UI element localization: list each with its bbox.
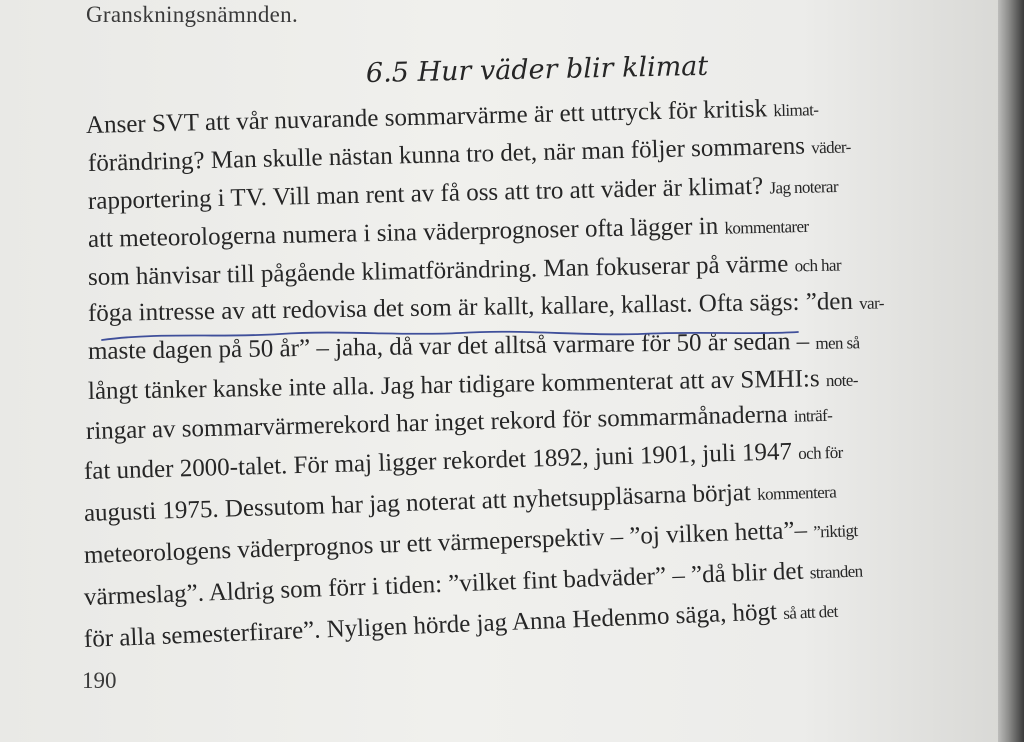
- text-line-tail: inträf-: [793, 405, 833, 426]
- text-line-tail: kommentera: [756, 482, 837, 504]
- text-line-10: [84, 437, 843, 486]
- text-line-tail: var-: [859, 293, 884, 313]
- text-line-tail: kommentarer: [724, 216, 809, 238]
- text-line-main: Anser SVT att vår nuvarande sommarvärme är ett uttryck för kritisk: [85, 95, 768, 139]
- text-line-9: [86, 400, 833, 446]
- text-line-tail: men så: [815, 333, 860, 353]
- text-line-main: augusti 1975. Dessutom har jag noterat att nyhetsuppläsarna börjat: [83, 479, 752, 527]
- text-line-tail: note-: [825, 370, 858, 391]
- book-spine-shadow: [998, 0, 1024, 742]
- text-line-tail: Jag noterar: [769, 176, 839, 198]
- text-line-tail: och har: [794, 255, 842, 276]
- text-line-3: [88, 171, 839, 216]
- text-line-main: för alla semesterfirare”. Nyligen hörde jag Anna Hedenmo säga, högt: [83, 598, 778, 653]
- page-number: 190: [82, 668, 117, 693]
- text-line-main: förändring? Man skulle nästan kunna tro det, när man följer sommarens: [87, 132, 806, 177]
- text-line-main: maste dagen på 50 år” – jaha, då var det alltså varmare för 50 år sedan –: [87, 327, 810, 365]
- text-line-main: rapportering i TV. Vill man rent av få oss att tro att väder är klimat?: [87, 172, 764, 215]
- section-title: 6.5 Hur väder blir klimat: [365, 50, 709, 89]
- text-line-tail: ”riktigt: [812, 520, 858, 542]
- text-line-tail: klimat-: [773, 100, 819, 121]
- text-line-main: meteorologens väderprognos ur ett värmeperspektiv – ”oj vilken hetta”–: [83, 516, 808, 569]
- text-line-5: [88, 250, 841, 292]
- text-line-main: värmeslag”. Aldrig som förr i tiden: ”vilket fint badväder” – ”då blir det: [83, 557, 804, 611]
- text-line-main: som hänvisar till pågående klimatförändring. Man fokuserar på värme: [87, 250, 789, 291]
- text-line-main: långt tänker kanske inte alla. Jag har tidigare kommenterat att av SMHI:s: [87, 365, 820, 405]
- text-line-tail: så att det: [782, 601, 839, 623]
- text-line-8: [88, 365, 858, 406]
- text-line-6: [88, 288, 884, 328]
- text-line-tail: väder-: [810, 137, 851, 158]
- running-head: Granskningsnämnden.: [86, 2, 299, 27]
- text-line-main: föga intresse av att redovisa det som är kallt, kallare, kallast. Ofta sägs: ”den: [87, 287, 854, 327]
- text-line-main: ringar av sommarvärmerekord har inget rekord för sommarmånaderna: [85, 400, 788, 445]
- text-line-main: fat under 2000-talet. För maj ligger rekordet 1892, juni 1901, juli 1947: [83, 438, 793, 485]
- text-line-1: [86, 94, 819, 140]
- text-line-tail: stranden: [809, 561, 863, 583]
- text-line-7: [88, 327, 860, 366]
- text-line-4: [88, 211, 809, 254]
- text-line-2: [88, 131, 851, 178]
- text-line-tail: och för: [797, 442, 843, 464]
- text-line-main: att meteorologerna numera i sina väderprognoser ofta lägger in: [87, 212, 719, 253]
